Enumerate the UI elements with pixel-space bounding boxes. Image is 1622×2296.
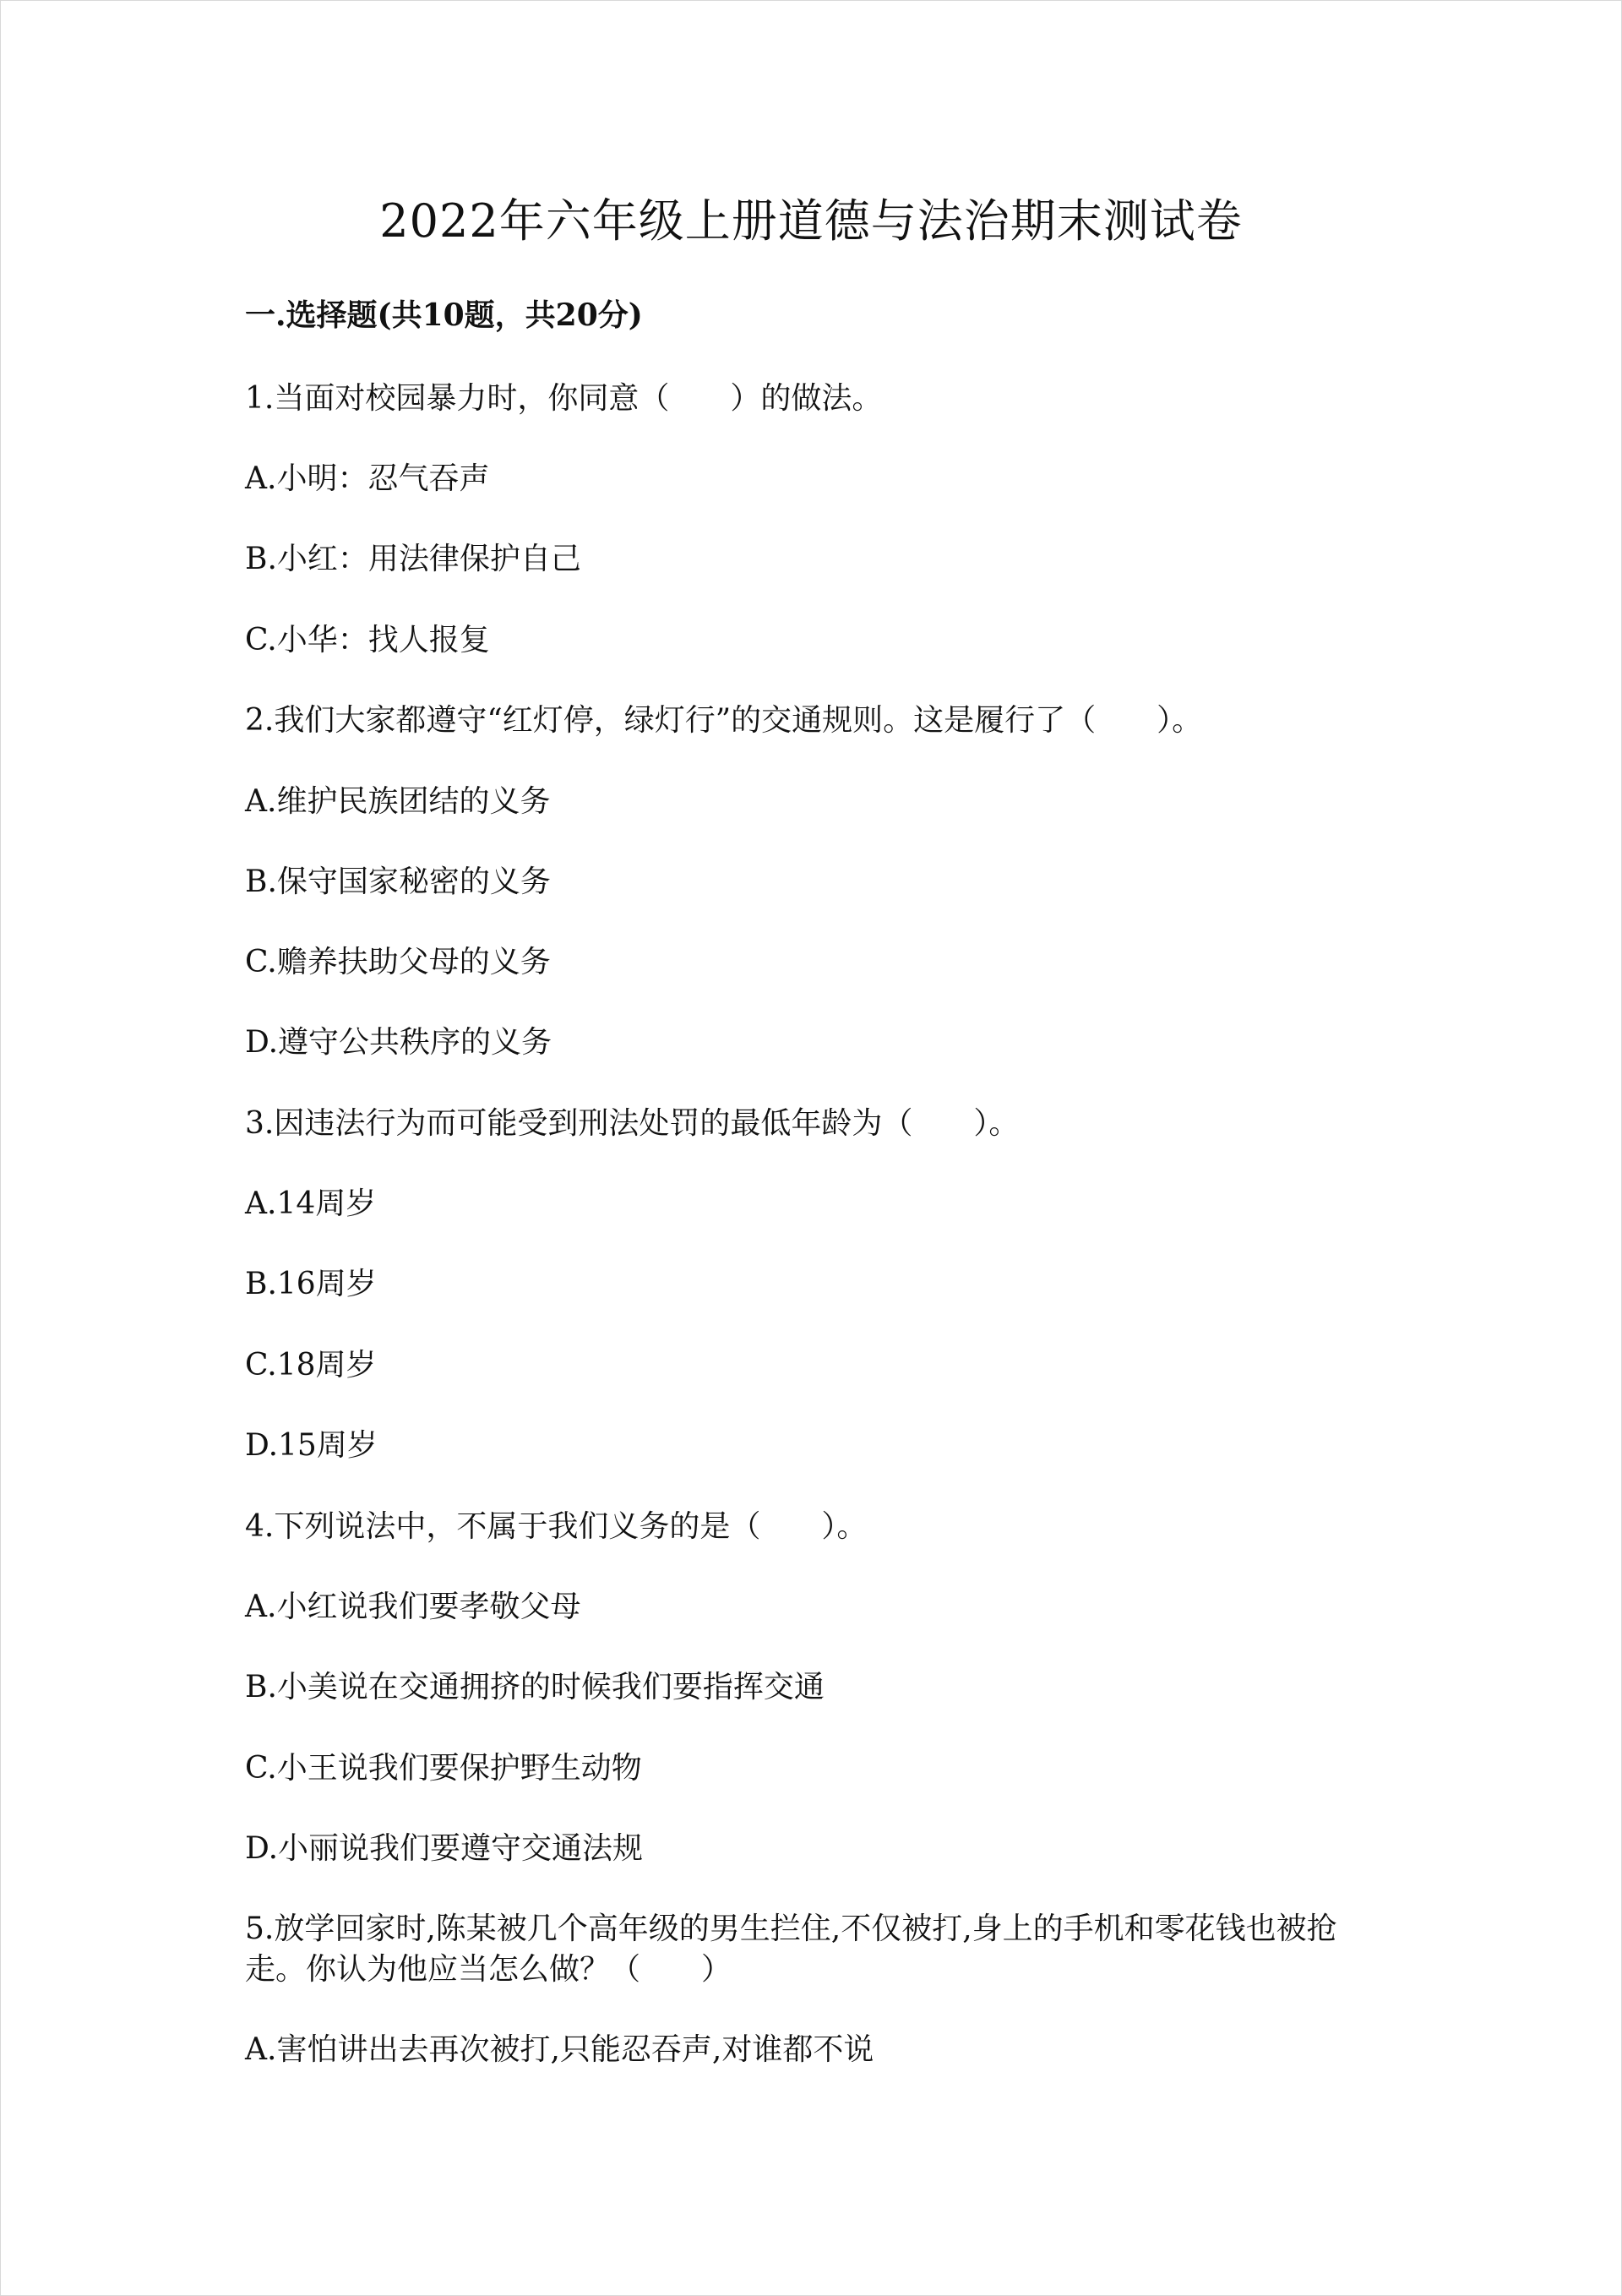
section-heading: 一.选择题(共10题，共20分) [245, 297, 643, 333]
question-5-option-a: A.害怕讲出去再次被打,只能忍吞声,对谁都不说 [245, 2032, 874, 2067]
question-3-option-a: A.14周岁 [245, 1186, 377, 1221]
question-2-option-c: C.赡养扶助父母的义务 [245, 945, 551, 979]
question-1-stem: 1.当面对校园暴力时，你同意（ ）的做法。 [245, 381, 883, 416]
question-4-option-a: A.小红说我们要孝敬父母 [245, 1590, 581, 1624]
question-2-option-b: B.保守国家秘密的义务 [245, 864, 551, 899]
question-2-stem: 2.我们大家都遵守“红灯停，绿灯行”的交通规则。这是履行了（ ）。 [245, 703, 1203, 738]
question-2-option-a: A.维护民族团结的义务 [245, 784, 551, 819]
question-4-option-b: B.小美说在交通拥挤的时候我们要指挥交通 [245, 1670, 825, 1704]
question-4-option-d: D.小丽说我们要遵守交通法规 [245, 1831, 644, 1866]
question-4-option-c: C.小王说我们要保护野生动物 [245, 1751, 642, 1786]
question-4-stem: 4.下列说法中，不属于我们义务的是（ ）。 [245, 1509, 868, 1544]
question-3-stem: 3.因违法行为而可能受到刑法处罚的最低年龄为（ ）。 [245, 1106, 1020, 1141]
question-1-option-b: B.小红：用法律保护自己 [245, 542, 581, 576]
document-title: 2022年六年级上册道德与法治期末测试卷 [379, 194, 1243, 248]
question-1-option-a: A.小明：忍气吞声 [245, 461, 490, 496]
question-3-option-b: B.16周岁 [245, 1267, 377, 1301]
question-2-option-d: D.遵守公共秩序的义务 [245, 1025, 552, 1060]
question-3-option-d: D.15周岁 [245, 1428, 378, 1463]
question-1-option-c: C.小华：找人报复 [245, 623, 490, 657]
question-3-option-c: C.18周岁 [245, 1348, 377, 1383]
question-5-stem: 5.放学回家时,陈某被几个高年级的男生拦住,不仅被打,身上的手机和零花钱也被抢走。你认为他应当怎么做？（ ） [245, 1912, 1337, 1987]
